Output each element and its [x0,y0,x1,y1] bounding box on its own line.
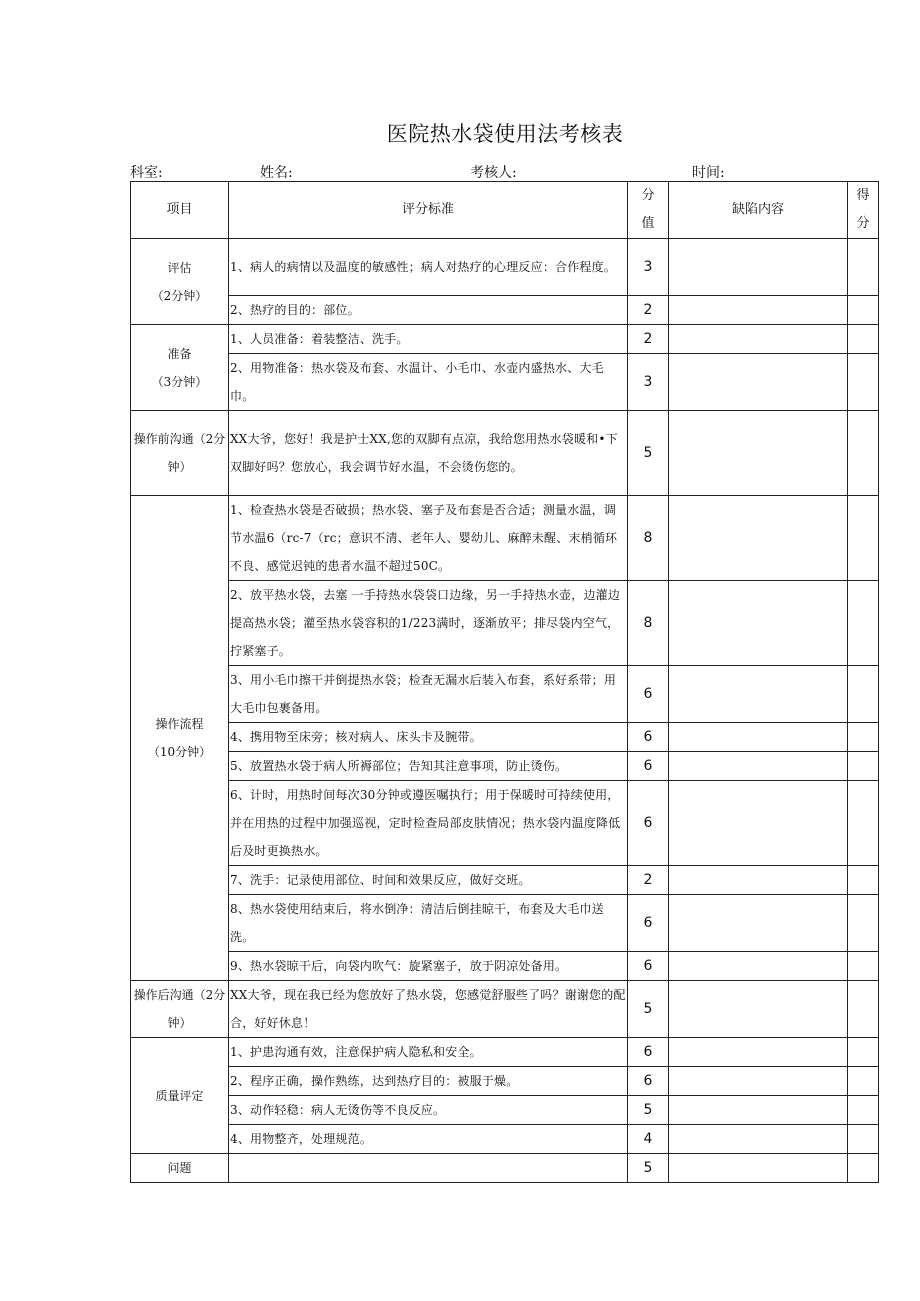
table-row [131,952,879,981]
header-score-line1: 分 [641,188,655,203]
defect-input-cell[interactable] [669,752,848,781]
table-row [131,781,879,866]
defect-input-cell[interactable] [669,952,848,981]
criteria-cell: 8、热水袋使用结束后，将水倒净：清洁后倒挂晾干，布套及大毛巾送洗。 [229,895,628,952]
got-input-cell[interactable] [848,581,879,666]
score-cell: 8 [628,581,669,666]
criteria-cell: 3、动作轻稳：病人无烫伤等不良反应。 [229,1096,628,1125]
defect-input-cell[interactable] [669,723,848,752]
criteria-cell: 5、放置热水袋于病人所褥部位；告知其注意事项，防止烫伤。 [229,752,628,781]
header-got-line1: 得 [856,188,870,203]
got-input-cell[interactable] [848,866,879,895]
score-cell: 3 [628,239,669,296]
got-input-cell[interactable] [848,1096,879,1125]
score-cell: 2 [628,325,669,354]
criteria-cell: XX大爷，现在我已经为您放好了热水袋，您感觉舒服些了吗？谢谢您的配合，好好休息！ [229,981,628,1038]
criteria-cell: XX大爷，您好！我是护士XX,您的双脚有点凉，我给您用热水袋暖和•下双脚好吗？您放心，我会调节好水温，不会烫伤您的。 [229,411,628,496]
defect-input-cell[interactable] [669,325,848,354]
got-input-cell[interactable] [848,496,879,581]
criteria-cell: 2、程序正确，操作熟练，达到热疗目的：被服于燥。 [229,1067,628,1096]
score-cell: 5 [628,411,669,496]
got-input-cell[interactable] [848,981,879,1038]
criteria-cell: 1、人员准备：着装整洁、洗手。 [229,325,628,354]
score-cell: 2 [628,866,669,895]
got-input-cell[interactable] [848,666,879,723]
got-input-cell[interactable] [848,895,879,952]
score-cell: 4 [628,1125,669,1154]
table-row [131,895,879,952]
section-minutes: （10分钟） [147,745,212,759]
criteria-cell: 9、热水袋晾干后，向袋内吹气：旋紧塞子，放于阴凉处备用。 [229,952,628,981]
got-input-cell[interactable] [848,325,879,354]
got-input-cell[interactable] [848,354,879,411]
header-got-line2: 分 [856,216,870,231]
section-procedure [131,496,229,981]
score-cell: 6 [628,895,669,952]
table-row [131,666,879,723]
header-score-line2: 值 [641,216,655,231]
defect-input-cell[interactable] [669,1067,848,1096]
got-input-cell[interactable] [848,239,879,296]
header-defect: 缺陷内容 [669,182,848,239]
got-input-cell[interactable] [848,723,879,752]
score-cell: 6 [628,952,669,981]
section-quality: 质量评定 [131,1038,229,1154]
got-input-cell[interactable] [848,781,879,866]
section-question: 问题 [131,1154,229,1183]
defect-input-cell[interactable] [669,981,848,1038]
table-row [131,411,879,496]
section-label: 操作流程 [155,717,204,731]
score-cell: 6 [628,723,669,752]
table-row [131,752,879,781]
criteria-cell: 1、病人的病情以及温度的敏感性；病人对热疗的心理反应：合作程度。 [229,239,628,296]
table-row [131,1154,879,1183]
defect-input-cell[interactable] [669,866,848,895]
defect-input-cell[interactable] [669,296,848,325]
score-cell: 8 [628,496,669,581]
table-row [131,239,879,296]
name-label: 姓名: [260,165,293,181]
defect-input-cell[interactable] [669,1096,848,1125]
score-cell: 6 [628,752,669,781]
score-cell: 5 [628,981,669,1038]
table-row [131,1038,879,1067]
time-label: 时间: [692,165,725,181]
section-post-comm: 操作后沟通（2分钟） [131,981,229,1038]
got-input-cell[interactable] [848,752,879,781]
header-got [848,182,879,239]
defect-input-cell[interactable] [669,895,848,952]
defect-input-cell[interactable] [669,666,848,723]
got-input-cell[interactable] [848,1154,879,1183]
criteria-cell: 2、热疗的目的：部位。 [229,296,628,325]
assessment-table [130,181,879,1183]
got-input-cell[interactable] [848,952,879,981]
section-pre-comm: 操作前沟通（2分钟） [131,411,229,496]
score-cell: 6 [628,1067,669,1096]
section-minutes: （2分钟） [151,288,208,303]
table-row [131,723,879,752]
score-cell: 3 [628,354,669,411]
table-row [131,496,879,581]
score-cell: 2 [628,296,669,325]
section-label: 准备 [167,346,192,361]
defect-input-cell[interactable] [669,239,848,296]
section-minutes: （3分钟） [151,374,208,389]
defect-input-cell[interactable] [669,581,848,666]
question-criteria-cell[interactable] [229,1154,628,1183]
dept-label: 科室: [130,165,163,181]
examiner-label: 考核人: [470,165,517,181]
section-label: 评估 [167,260,192,275]
section-assess [131,239,229,325]
table-row [131,325,879,354]
table-row [131,296,879,325]
defect-input-cell[interactable] [669,1125,848,1154]
criteria-cell: 7、洗手：记录使用部位、时间和效果反应，做好交班。 [229,866,628,895]
header-criteria: 评分标准 [229,182,628,239]
defect-input-cell[interactable] [669,781,848,866]
criteria-cell: 1、护患沟通有效，注意保护病人隐私和安全。 [229,1038,628,1067]
score-cell: 5 [628,1154,669,1183]
table-row [131,866,879,895]
page-title: 医院热水袋使用法考核表 [386,122,624,146]
criteria-cell: 2、放平热水袋，去塞 一手持热水袋袋口边缘，另一手持热水壶，边灌边提高热水袋；灌至热水袋容积的1/223满时，逐渐放平；排尽袋内空气，拧紧塞子。 [229,581,628,666]
score-cell: 6 [628,1038,669,1067]
defect-input-cell[interactable] [669,411,848,496]
header-item: 项目 [131,182,229,239]
defect-input-cell[interactable] [669,1154,848,1183]
defect-input-cell[interactable] [669,496,848,581]
header-score [628,182,669,239]
criteria-cell: 2、用物准备：热水袋及布套、水温计、小毛巾、水壶内盛热水、大毛巾。 [229,354,628,411]
criteria-cell: 4、用物整齐，处理规范。 [229,1125,628,1154]
table-row [131,354,879,411]
table-header-row [131,182,879,239]
table-row [131,1125,879,1154]
got-input-cell[interactable] [848,411,879,496]
score-cell: 5 [628,1096,669,1125]
table-row [131,1067,879,1096]
defect-input-cell[interactable] [669,1038,848,1067]
criteria-cell: 4、携用物至床旁；核对病人、床头卡及腕带。 [229,723,628,752]
table-row [131,581,879,666]
table-row [131,1096,879,1125]
table-row [131,981,879,1038]
got-input-cell[interactable] [848,1125,879,1154]
section-prepare [131,325,229,411]
got-input-cell[interactable] [848,1038,879,1067]
got-input-cell[interactable] [848,1067,879,1096]
got-input-cell[interactable] [848,296,879,325]
criteria-cell: 3、用小毛巾擦干并倒提热水袋；检查无漏水后装入布套，系好系带；用大毛巾包裹备用。 [229,666,628,723]
form-meta [130,162,880,182]
score-cell: 6 [628,781,669,866]
criteria-cell: 6、计时，用热时间每次30分钟或遵医嘱执行；用于保暖时可持续使用，并在用热的过程中加强巡视，定时检查局部皮肤情况；热水袋内温度降低后及时更换热水。 [229,781,628,866]
criteria-cell: 1、检查热水袋是否破损；热水袋、塞子及布套是否合适；测量水温，调节水温6（rc-7（rc；意识不清、老年人、婴幼儿、麻醉未醒、末梢循环不良、感觉迟钝的患者水温不超过50C。 [229,496,628,581]
defect-input-cell[interactable] [669,354,848,411]
score-cell: 6 [628,666,669,723]
